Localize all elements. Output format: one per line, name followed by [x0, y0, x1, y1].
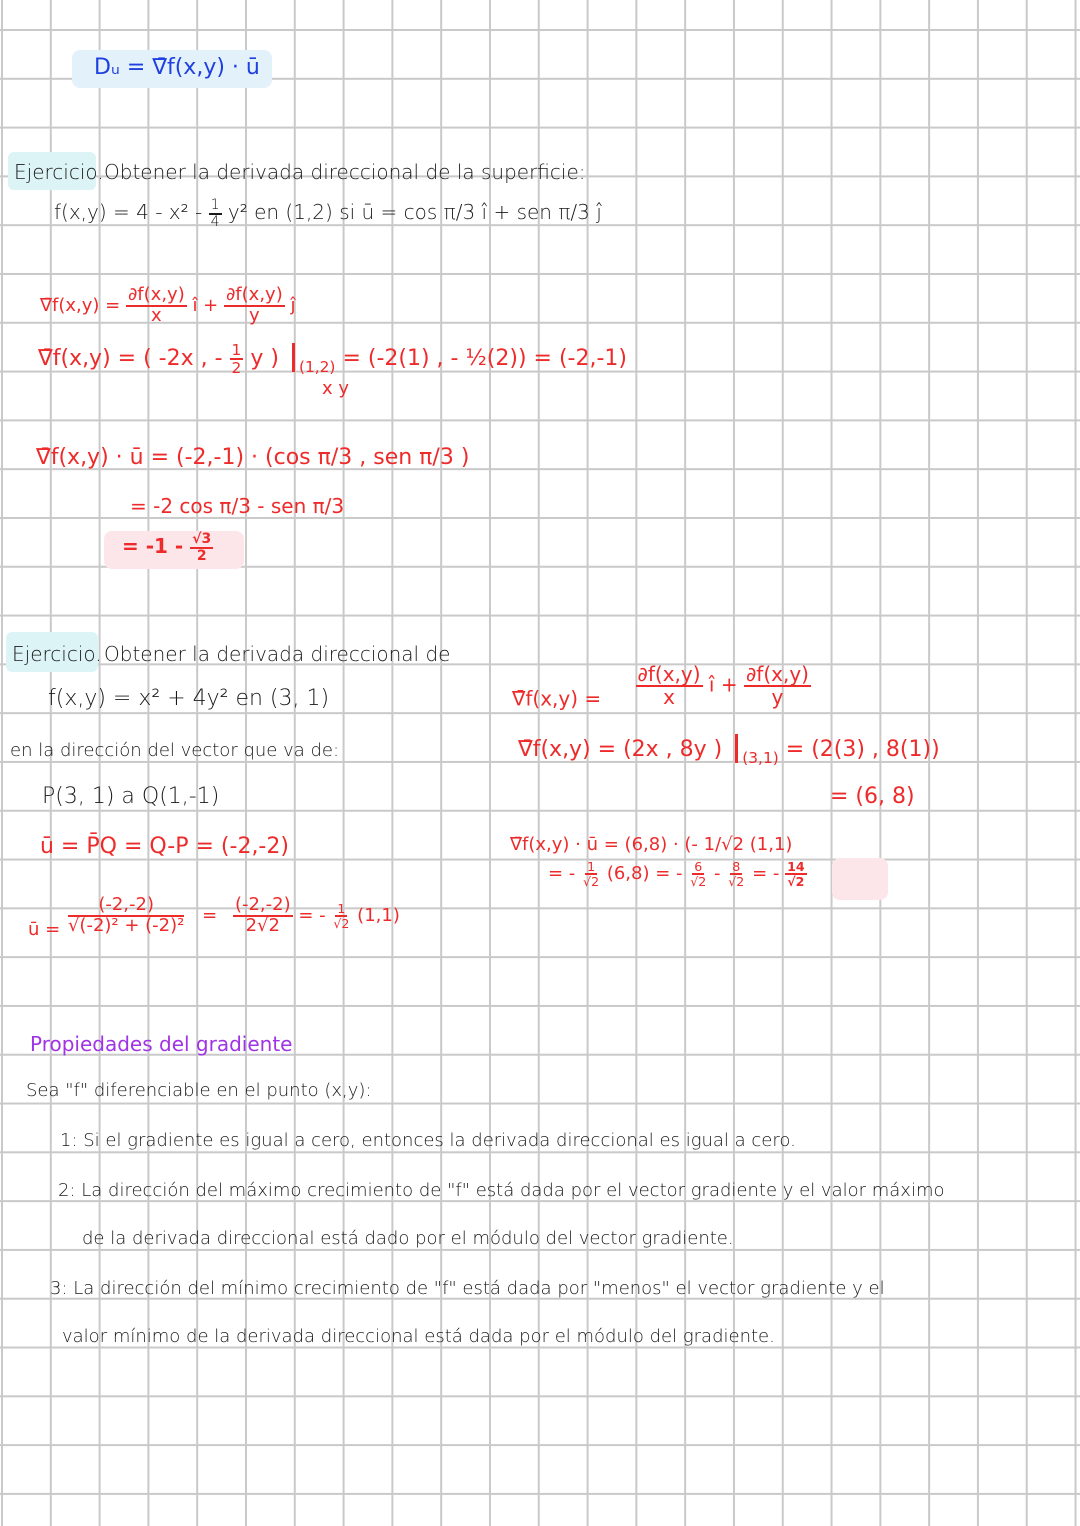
exercise2-unit-vector: ū = $\frac{(-2,-2)}{\text{√(-2)² + (-2)²}}$ = $\frac{(-2,-2)}{2√2}$ = - $\frac{1}{√2}$ (1,1)	[28, 894, 400, 940]
unit-vector-fraction-simplified: $\frac{(-2,-2)}{2√2}$	[234, 894, 291, 936]
exercise2-dot-line2: = - $\frac{1}{√2}$ (6,8) = - $\frac{6}{√2}$ - $\frac{8}{√2}$ = - $\frac{14}{√2}$	[548, 859, 805, 890]
fraction: $\frac{1}{√2}$	[333, 900, 350, 931]
property-item-2: 2: La dirección del máximo crecimiento de "f" está dada por el vector gradiente y el valor máximo	[58, 1180, 945, 1201]
exercise2-gradient-definition: ∇̄f(x,y) = $\frac{\partial f(x,y)}{x}$ î + $\frac{\partial f(x,y)}{y}$	[512, 662, 809, 711]
fraction: $\frac{√3}{2}$	[192, 531, 212, 564]
exercise1-dot-line2: = -2 cos π/3 - sen π/3	[130, 494, 345, 518]
fraction: $\frac{14}{√2}$	[787, 859, 805, 890]
partial-y-fraction: $\frac{\partial f(x,y)}{y}$	[745, 662, 809, 709]
unit-vector-fraction: $\frac{(-2,-2)}{\text{√(-2)² + (-2)²}}$	[67, 894, 185, 936]
exercise1-gradient-evaluation: ∇̄f(x,y) = ( -2x , - $\frac{1}{2}$ y ) $_{(1,2)}$ = (-2(1) , - ½(2)) = (-2,-1)	[38, 341, 627, 378]
exercise1-dot-line1: ∇̄f(x,y) · ū = (-2,-1) · (cos π/3 , sen π/3 )	[36, 445, 470, 470]
exercise2-result-highlight	[832, 858, 888, 900]
exercise1-function: f(x,y) = 4 - x² - $\frac{1}{4}$ y² en (1,2) si ū = cos π/3 î + sen π/3 ĵ	[54, 197, 602, 230]
partial-x-fraction: $\frac{\partial f(x,y)}{x}$	[637, 662, 701, 709]
exercise2-dot-line1: ∇̄f(x,y) · ū = (6,8) · (- 1/√2 (1,1)	[510, 834, 793, 855]
exercise1-gradient-definition: ∇̄f(x,y) = $\frac{\partial f(x,y)}{x}$ î + $\frac{\partial f(x,y)}{y}$ ĵ	[40, 284, 296, 326]
property-item-3-cont: valor mínimo de la derivada direccional está dada por el módulo del gradiente.	[62, 1326, 775, 1347]
exercise2-gradient-evaluation: ∇̄f(x,y) = (2x , 8y ) $_{(3,1)}$ = (2(3) , 8(1))	[518, 734, 940, 767]
partial-x-fraction: $\frac{\partial f(x,y)}{x}$	[128, 284, 185, 326]
fraction: $\frac{6}{√2}$	[690, 859, 707, 890]
fraction: $\frac{1}{√2}$	[583, 859, 600, 890]
exercise2-points: P(3, 1) a Q(1,-1)	[42, 784, 220, 809]
exercise2-vector-pq: ū = P̄Q = Q-P = (-2,-2)	[40, 834, 289, 859]
fraction: $\frac{8}{√2}$	[728, 859, 745, 890]
exercise1-result: = -1 - $\frac{√3}{2}$	[122, 531, 212, 564]
directional-derivative-formula: Dᵤ = ∇̄f(x,y) · ū	[94, 55, 260, 80]
exercise1-label: Ejercicio.	[14, 160, 104, 184]
property-item-1: 1: Si el gradiente es igual a cero, entonces la derivada direccional es igual a cero.	[60, 1130, 796, 1151]
property-item-3: 3: La dirección del mínimo crecimiento de "f" está dada por "menos" el vector gradiente y el	[50, 1278, 885, 1299]
properties-title: Propiedades del gradiente	[30, 1032, 293, 1056]
exercise1-xy-labels: x y	[322, 378, 350, 399]
fraction: $\frac{1}{4}$	[210, 197, 220, 230]
exercise2-direction-text: en la dirección del vector que va de:	[10, 740, 340, 761]
fraction: $\frac{1}{2}$	[231, 341, 242, 378]
exercise2-statement: Obtener la derivada direccional de	[104, 642, 451, 666]
properties-intro: Sea "f" diferenciable en el punto (x,y):	[26, 1080, 372, 1101]
exercise2-function: f(x,y) = x² + 4y² en (3, 1)	[48, 686, 330, 711]
evaluation-bar	[735, 734, 738, 763]
exercise2-gradient-result: = (6, 8)	[830, 784, 915, 809]
partial-y-fraction: $\frac{\partial f(x,y)}{y}$	[226, 284, 283, 326]
evaluation-bar	[292, 343, 295, 372]
exercise1-statement: Obtener la derivada direccional de la superficie:	[104, 160, 586, 184]
property-item-2-cont: de la derivada direccional está dado por el módulo del vector gradiente.	[82, 1228, 734, 1249]
exercise2-label: Ejercicio.	[12, 642, 102, 666]
